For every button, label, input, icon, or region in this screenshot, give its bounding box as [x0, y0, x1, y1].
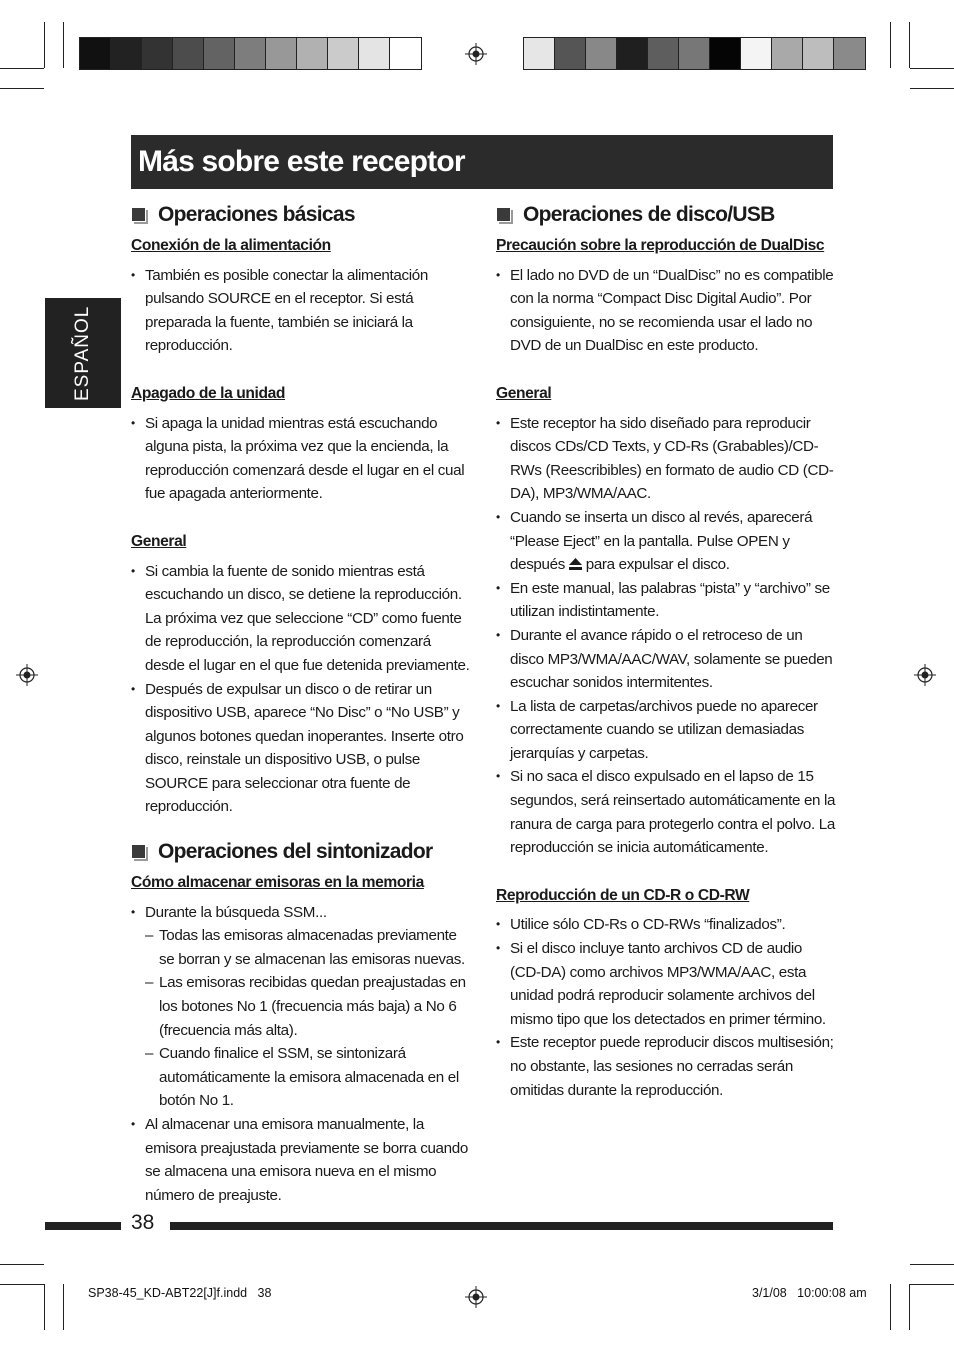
list-item: – Cuando finalice el SSM, se sintonizará automáticamente la emisora almacenada en el botón No 1. — [145, 1042, 471, 1113]
list-item: • Si cambia la fuente de sonido mientras está escuchando un disco, se detiene la reproducción. La próxima vez que seleccione “CD” como fuente de reproducción, la reproducción comenzará desde el lugar en el que fue detenida previamente. — [131, 560, 471, 678]
subsection-heading: Reproducción de un CD-R o CD-RW — [496, 886, 750, 904]
list-item: • Utilice sólo CD-Rs o CD-RWs “finalizados”. — [496, 913, 836, 937]
color-swatch — [390, 38, 421, 69]
bullet-list — [496, 264, 836, 358]
crop-mark — [44, 22, 45, 68]
list-item: • Este receptor puede reproducir discos multisesión; no obstante, las sesiones no cerradas serán omitidas durante la reproducción. — [496, 1031, 836, 1102]
color-swatch — [204, 38, 235, 69]
color-swatch — [803, 38, 834, 69]
square-bullet-icon — [131, 207, 148, 224]
list-item: • Después de expulsar un disco o de retirar un dispositivo USB, aparece “No Disc” o “No USB” y algunos botones quedan inoperantes. Inserte otro disco, reinstale un dispositivo USB, o pulse SOURCE para seleccionar otra fuente de reproducción. — [131, 678, 471, 820]
footer-bar — [170, 1222, 833, 1230]
list-item: • Si apaga la unidad mientras está escuchando alguna pista, la próxima vez que la encienda, la reproducción comenzará desde el lugar en el cual fue apagada anteriormente. — [131, 412, 471, 506]
registration-mark-icon — [914, 664, 936, 686]
registration-mark-icon — [16, 664, 38, 686]
color-swatch — [524, 38, 555, 69]
crop-mark — [910, 88, 954, 89]
language-tab-label: ESPAÑOL — [72, 305, 93, 401]
crop-mark — [63, 1284, 64, 1330]
crop-mark — [909, 22, 910, 68]
list-item: • Este receptor ha sido diseñado para reproducir discos CDs/CD Texts, y CD-Rs (Grabables)/CD-RWs (Reescribibles) en formato de audio CD (CD-DA), MP3/WMA/AAC. — [496, 412, 836, 506]
color-swatch — [710, 38, 741, 69]
color-swatch — [359, 38, 390, 69]
crop-mark — [910, 1284, 954, 1285]
color-swatch — [834, 38, 865, 69]
list-item: • Durante el avance rápido o el retroceso de un disco MP3/WMA/AAC/WAV, solamente se pueden escuchar sonidos intermitentes. — [496, 624, 836, 695]
subsection-heading: Precaución sobre la reproducción de DualDisc — [496, 237, 825, 254]
subsection-heading: Apagado de la unidad — [131, 384, 286, 402]
crop-mark — [909, 1284, 910, 1330]
crop-mark — [910, 68, 954, 69]
bullet-list — [131, 264, 471, 358]
list-item: – Todas las emisoras almacenadas previamente se borran y se almacenan las emisoras nuevas. — [145, 924, 471, 971]
bullet-list — [131, 560, 471, 820]
crop-mark — [890, 22, 891, 68]
registration-mark-icon — [465, 43, 487, 65]
crop-mark — [0, 88, 44, 89]
color-swatch — [772, 38, 803, 69]
bullet-list — [131, 901, 471, 1208]
list-item: • El lado no DVD de un “DualDisc” no es compatible con la norma “Compact Disc Digital Audio”. Por consiguiente, no se recomienda usar el lado no DVD de un DualDisc en este producto. — [496, 264, 836, 358]
color-bar-left — [79, 37, 422, 70]
color-swatch — [111, 38, 142, 69]
crop-mark — [0, 1284, 44, 1285]
crop-mark — [910, 1264, 954, 1265]
square-bullet-icon — [131, 844, 148, 861]
color-swatch — [679, 38, 710, 69]
footer-timestamp: 3/1/08 10:00:08 am — [752, 1286, 867, 1300]
eject-icon — [569, 558, 582, 570]
list-item: • Si no saca el disco expulsado en el lapso de 15 segundos, será reinsertado automáticamente en la ranura de carga para protegerlo contra el polvo. La reproducción se inicia automáticamente. — [496, 765, 836, 859]
color-swatch — [555, 38, 586, 69]
section-heading: Operaciones de disco/USB — [496, 200, 836, 230]
subsection-heading: Conexión de la alimentación — [131, 237, 331, 254]
page-title: Más sobre este receptor — [131, 135, 833, 189]
list-item: • Si el disco incluye tanto archivos CD de audio (CD-DA) como archivos MP3/WMA/AAC, esta unidad podrá reproducir solamente archivos del mismo tipo que los detectados en primer término. — [496, 937, 836, 1031]
crop-mark — [0, 68, 44, 69]
list-item: – Las emisoras recibidas quedan preajustadas en los botones No 1 (frecuencia más baja) a No 6 (frecuencia más alta). — [145, 971, 471, 1042]
color-swatch — [173, 38, 204, 69]
list-item: • La lista de carpetas/archivos puede no aparecer correctamente cuando se utilizan demasiadas jerarquías y carpetas. — [496, 695, 836, 766]
color-swatch — [297, 38, 328, 69]
color-swatch — [235, 38, 266, 69]
dash-list — [145, 924, 471, 1113]
section-heading: Operaciones básicas — [131, 200, 471, 230]
bullet-list — [496, 913, 836, 1102]
list-item: • En este manual, las palabras “pista” y “archivo” se utilizan indistintamente. — [496, 577, 836, 624]
list-item: • Cuando se inserta un disco al revés, aparecerá “Please Eject” en la pantalla. Pulse OPEN y después para expulsar el disco. — [496, 506, 836, 577]
color-swatch — [80, 38, 111, 69]
crop-mark — [890, 1284, 891, 1330]
square-bullet-icon — [496, 207, 513, 224]
color-swatch — [266, 38, 297, 69]
crop-mark — [0, 1264, 44, 1265]
subsection-heading: General — [496, 384, 552, 402]
color-swatch — [741, 38, 772, 69]
color-swatch — [617, 38, 648, 69]
list-item: • Durante la búsqueda SSM... – Todas las emisoras almacenadas previamente se borran y se almacenan las emisoras nuevas. – Las emisoras recibidas quedan preajustadas en los botones No 1 (frecuencia más baja) a No 6 (frecuencia más alta). – Cuando finalice el SSM, se sintonizará automáticamente la emisora almacenada en el botón No 1. — [131, 901, 471, 1113]
crop-mark — [44, 1284, 45, 1330]
color-swatch — [648, 38, 679, 69]
list-item: • Al almacenar una emisora manualmente, la emisora preajustada previamente se borra cuando se almacena una emisora nueva en el mismo número de preajuste. — [131, 1113, 471, 1207]
bullet-list — [496, 412, 836, 860]
footer-file-name: SP38-45_KD-ABT22[J]f.indd 38 — [88, 1286, 272, 1300]
right-column — [496, 200, 836, 1102]
registration-mark-icon — [465, 1286, 487, 1308]
page-number: 38 — [131, 1211, 155, 1234]
color-bar-right — [523, 37, 866, 70]
color-swatch — [586, 38, 617, 69]
subsection-heading: Cómo almacenar emisoras en la memoria — [131, 874, 424, 892]
section-heading: Operaciones del sintonizador — [131, 837, 471, 867]
bullet-list — [131, 412, 471, 506]
color-swatch — [328, 38, 359, 69]
footer-bar — [45, 1222, 121, 1230]
subsection-heading: General — [131, 532, 187, 550]
left-column — [131, 200, 471, 1207]
list-item: • También es posible conectar la alimentación pulsando SOURCE en el receptor. Si está preparada la fuente, también se iniciará la reproducción. — [131, 264, 471, 358]
crop-mark — [63, 22, 64, 68]
color-swatch — [142, 38, 173, 69]
